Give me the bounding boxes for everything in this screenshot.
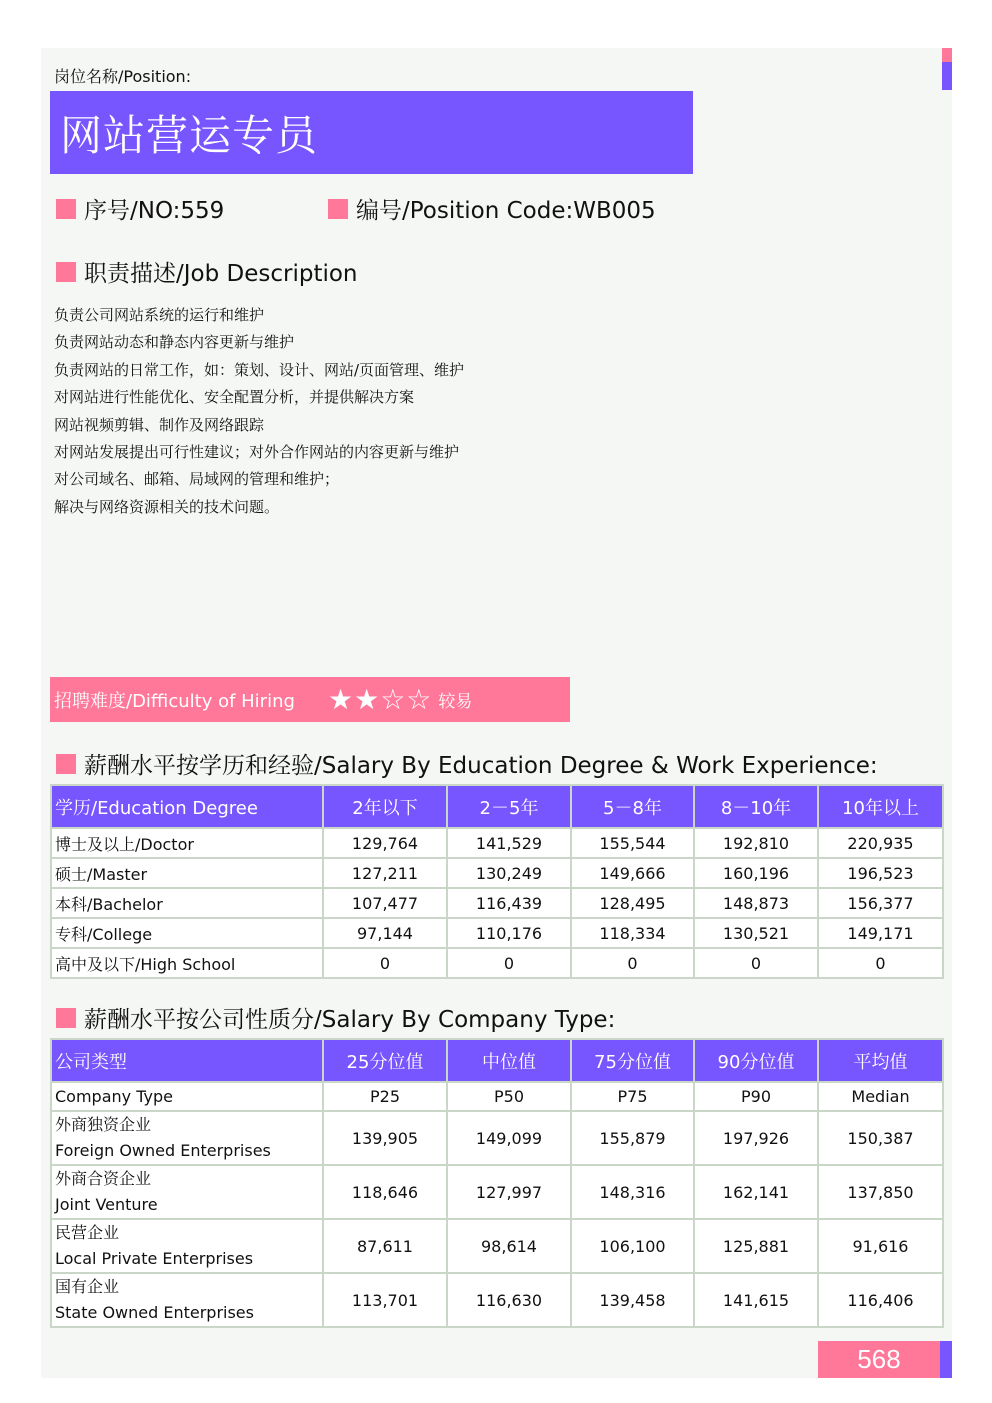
table-cell: 160,196 [694,858,818,888]
table-cell: 137,850 [818,1165,943,1219]
column-header: 2－5年 [447,785,571,828]
table-cell: 220,935 [818,828,943,858]
salary-education-table [50,784,944,979]
position-label: 岗位名称/Position: [54,67,192,86]
company-type-cn: 外商独资企业 [55,1115,152,1134]
page-title: 网站营运专员 [60,111,319,160]
table-cell: 博士及以上/Doctor [51,828,323,858]
table-cell: 0 [818,948,943,978]
table-cell: 162,141 [694,1165,818,1219]
column-header: 2年以下 [323,785,447,828]
corner-decoration-purple [942,62,952,90]
table-cell: 130,249 [447,858,571,888]
table-cell: 149,099 [447,1111,571,1165]
table-header-row [51,785,943,828]
table-row [51,888,943,918]
difficulty-label: 招聘难度/Difficulty of Hiring [54,690,295,712]
company-type-cell [51,1273,323,1327]
serial-number-heading [56,192,224,225]
table-cell: 110,176 [447,918,571,948]
column-header: 8－10年 [694,785,818,828]
table-cell: 0 [694,948,818,978]
table-cell: 155,879 [571,1111,694,1165]
table-cell: 192,810 [694,828,818,858]
column-header: 中位值 [447,1039,571,1082]
job-item: 网站视频剪辑、制作及网络跟踪 [54,415,265,434]
column-header: 10年以上 [818,785,943,828]
column-header: 5－8年 [571,785,694,828]
difficulty-text: 较易 [438,692,473,712]
table-cell: 106,100 [571,1219,694,1273]
table-row [51,948,943,978]
column-header: 25分位值 [323,1039,447,1082]
salary-company-heading [56,1001,615,1034]
table-cell: 98,614 [447,1219,571,1273]
table-cell: 0 [323,948,447,978]
table-cell: 139,905 [323,1111,447,1165]
hiring-difficulty-bar [50,677,570,722]
job-item: 解决与网络资源相关的技术问题。 [54,497,280,516]
serial-number: 序号/NO:559 [84,198,225,224]
table-cell: 141,615 [694,1273,818,1327]
table-cell: 118,334 [571,918,694,948]
column-header: 公司类型 [51,1039,323,1082]
bullet-square-icon [56,1008,76,1028]
company-type-en: Local Private Enterprises [55,1249,254,1268]
table-cell: P90 [694,1082,818,1111]
job-description-list [54,302,464,521]
company-type-cn: 民营企业 [55,1223,120,1242]
table-cell: 87,611 [323,1219,447,1273]
job-description-title: 职责描述/Job Description [84,261,358,287]
table-cell: 专科/College [51,918,323,948]
bullet-square-icon [328,199,348,219]
table-cell: 91,616 [818,1219,943,1273]
table-cell: Median [818,1082,943,1111]
column-header: 平均值 [818,1039,943,1082]
table-subheader-row [51,1082,943,1111]
bullet-square-icon [56,262,76,282]
company-type-cell [51,1165,323,1219]
company-type-en: Joint Venture [55,1195,158,1214]
table-cell: 硕士/Master [51,858,323,888]
page-number-decoration [940,1341,952,1378]
table-row [51,1219,943,1273]
job-item: 负责网站的日常工作，如：策划、设计、网站/页面管理、维护 [54,360,465,379]
table-cell: 139,458 [571,1273,694,1327]
table-cell: 150,387 [818,1111,943,1165]
table-cell: 155,544 [571,828,694,858]
job-item: 负责网站动态和静态内容更新与维护 [54,333,295,352]
table-cell: 125,881 [694,1219,818,1273]
table-cell: P50 [447,1082,571,1111]
page-number: 568 [857,1344,901,1374]
table-row [51,1273,943,1327]
bullet-square-icon [56,754,76,774]
table-cell: 196,523 [818,858,943,888]
salary-company-title: 薪酬水平按公司性质分/Salary By Company Type: [84,1007,616,1033]
position-code: 编号/Position Code:WB005 [356,198,656,224]
table-row [51,918,943,948]
table-row [51,858,943,888]
table-cell: 130,521 [694,918,818,948]
column-header: 学历/Education Degree [51,785,323,828]
table-cell: 149,666 [571,858,694,888]
company-type-en: State Owned Enterprises [55,1303,254,1322]
table-cell: P25 [323,1082,447,1111]
job-item: 对网站进行性能优化、安全配置分析，并提供解决方案 [54,388,415,407]
table-cell: Company Type [51,1082,323,1111]
column-header: 90分位值 [694,1039,818,1082]
table-cell: 116,630 [447,1273,571,1327]
table-cell: P75 [571,1082,694,1111]
table-cell: 148,873 [694,888,818,918]
job-item: 对网站发展提出可行性建议；对外合作网站的内容更新与维护 [54,443,460,462]
table-cell: 113,701 [323,1273,447,1327]
star-rating-icon: ★★☆☆ [328,683,433,716]
column-header: 75分位值 [571,1039,694,1082]
table-cell: 197,926 [694,1111,818,1165]
table-cell: 127,997 [447,1165,571,1219]
table-cell: 128,495 [571,888,694,918]
table-cell: 0 [447,948,571,978]
table-cell: 高中及以下/High School [51,948,323,978]
table-row [51,828,943,858]
table-row [51,1111,943,1165]
salary-company-table [50,1038,944,1328]
table-cell: 118,646 [323,1165,447,1219]
table-header-row [51,1039,943,1082]
table-cell: 97,144 [323,918,447,948]
table-cell: 127,211 [323,858,447,888]
table-cell: 本科/Bachelor [51,888,323,918]
table-cell: 0 [571,948,694,978]
salary-education-heading [56,747,878,780]
company-type-cn: 外商合资企业 [55,1169,152,1188]
job-item: 负责公司网站系统的运行和维护 [54,306,265,324]
company-type-cell [51,1219,323,1273]
company-type-cn: 国有企业 [55,1277,120,1296]
bullet-square-icon [56,199,76,219]
table-cell: 129,764 [323,828,447,858]
company-type-en: Foreign Owned Enterprises [55,1141,271,1160]
corner-decoration-pink [942,48,952,62]
table-cell: 116,439 [447,888,571,918]
salary-education-title: 薪酬水平按学历和经验/Salary By Education Degree & Work Experience: [84,753,878,779]
table-cell: 149,171 [818,918,943,948]
table-cell: 156,377 [818,888,943,918]
table-row [51,1165,943,1219]
table-cell: 148,316 [571,1165,694,1219]
company-type-cell [51,1111,323,1165]
job-item: 对公司域名、邮箱、局域网的管理和维护； [54,470,340,489]
table-cell: 116,406 [818,1273,943,1327]
job-description-heading [56,255,358,288]
table-cell: 141,529 [447,828,571,858]
table-cell: 107,477 [323,888,447,918]
position-code-heading [328,192,656,225]
